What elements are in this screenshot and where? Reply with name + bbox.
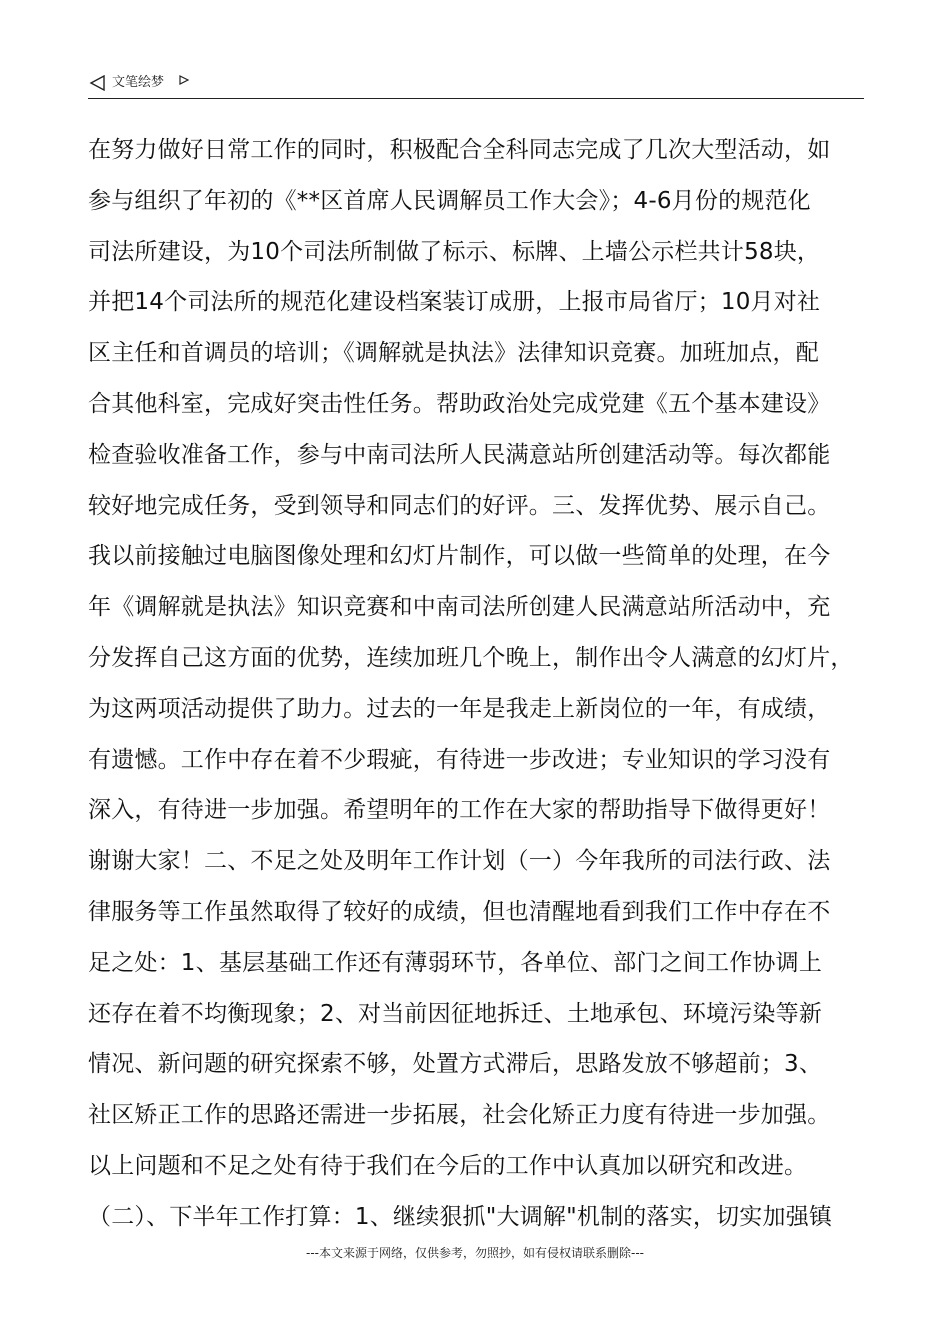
text-line: 合其他科室，完成好突击性任务。帮助政治处完成党建《五个基本建设》 [88, 390, 831, 417]
text-line: 深入，有待进一步加强。希望明年的工作在大家的帮助指导下做得更好！ [88, 797, 831, 824]
text-line: 为这两项活动提供了助力。过去的一年是我走上新岗位的一年，有成绩， [88, 695, 831, 722]
footer-disclaimer: ---本文来源于网络，仅供参考，勿照抄，如有侵权请联系删除--- [306, 1246, 644, 1260]
text-line: 社区矫正工作的思路还需进一步拓展，社会化矫正力度有待进一步加强。 [88, 1102, 831, 1129]
text-line: 检查验收准备工作，参与中南司法所人民满意站所创建活动等。每次都能 [88, 441, 831, 468]
text-line: 还存在着不均衡现象；2、对当前因征地拆迁、土地承包、环境污染等新 [88, 1000, 823, 1027]
text-line: 年《调解就是执法》知识竞赛和中南司法所创建人民满意站所活动中，充 [88, 594, 831, 621]
text-line: 谢谢大家！二、不足之处及明年工作计划（一）今年我所的司法行政、法 [88, 848, 831, 875]
document-body [88, 125, 868, 1243]
text-line: 足之处：1、基层基础工作还有薄弱环节，各单位、部门之间工作协调上 [88, 949, 823, 976]
text-line: 司法所建设，为10个司法所制做了标示、标牌、上墙公示栏共计58块， [88, 238, 821, 265]
text-line: （二）、下半年工作打算：1、继续狠抓"大调解"机制的落实，切实加强镇 [88, 1203, 833, 1230]
text-line: 分发挥自己这方面的优势，连续加班几个晚上，制作出令人满意的幻灯片， [88, 644, 854, 671]
text-line: 较好地完成任务，受到领导和同志们的好评。三、发挥优势、展示自己。 [88, 492, 831, 519]
right-triangle-icon [178, 74, 190, 86]
left-triangle-icon [88, 74, 108, 92]
text-line: 区主任和首调员的培训；《调解就是执法》法律知识竞赛。加班加点，配 [88, 340, 819, 367]
text-line: 有遗憾。工作中存在着不少瑕疵，有待进一步改进；专业知识的学习没有 [88, 746, 831, 773]
text-line: 以上问题和不足之处有待于我们在今后的工作中认真加以研究和改进。 [88, 1152, 808, 1179]
page-header [88, 70, 864, 99]
text-line: 律服务等工作虽然取得了较好的成绩，但也清醒地看到我们工作中存在不 [88, 898, 831, 925]
header-title: 文笔绘梦 [112, 75, 165, 90]
text-line: 参与组织了年初的《**区首席人民调解员工作大会》；4-6月份的规范化 [88, 187, 811, 214]
text-line: 并把14个司法所的规范化建设档案装订成册，上报市局省厅；10月对社 [88, 289, 821, 316]
text-line: 我以前接触过电脑图像处理和幻灯片制作，可以做一些简单的处理，在今 [88, 543, 831, 570]
text-line: 在努力做好日常工作的同时，积极配合全科同志完成了几次大型活动，如 [88, 137, 831, 163]
text-line: 情况、新问题的研究探索不够，处置方式滞后，思路发放不够超前；3、 [88, 1051, 823, 1078]
